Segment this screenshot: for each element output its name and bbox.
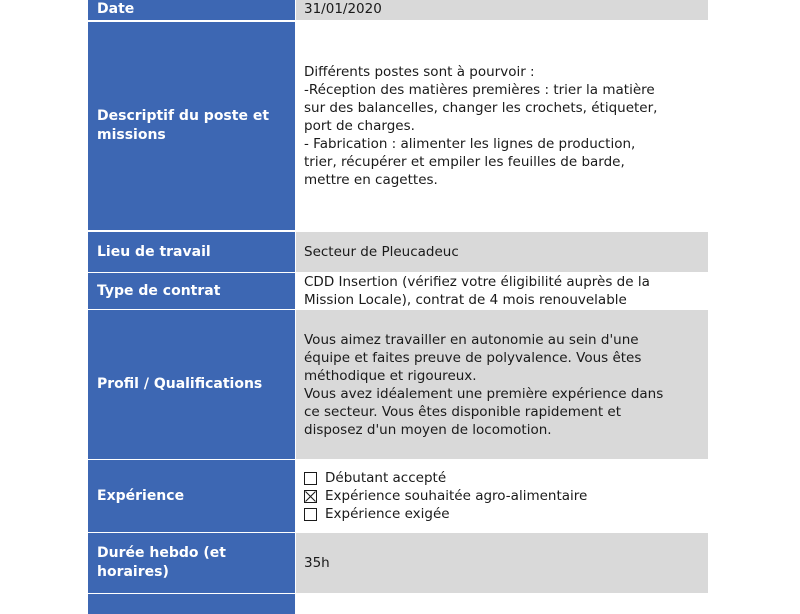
experience-option-agri-food[interactable] xyxy=(304,487,587,505)
checkbox-unchecked-icon[interactable] xyxy=(304,472,317,485)
experience-option-required[interactable] xyxy=(304,505,587,523)
value-experience xyxy=(296,460,708,532)
label-description: Descriptif du poste et missions xyxy=(88,22,295,230)
value-next xyxy=(296,594,708,614)
row-description xyxy=(88,22,708,230)
label-experience: Expérience xyxy=(88,460,295,532)
row-profile xyxy=(88,310,708,459)
value-profile xyxy=(296,310,708,459)
description-line: port de charges. xyxy=(304,118,415,134)
description-line: - Fabrication : alimenter les lignes de production, xyxy=(304,136,636,152)
description-line: trier, récupérer et empiler les feuilles de barde, xyxy=(304,154,625,170)
value-contract-type xyxy=(296,273,708,309)
weekly-hours-label-line: (et horaires) xyxy=(97,545,226,580)
contract-line: Mission Locale), contrat de 4 mois renouvelable xyxy=(304,292,627,308)
profile-line: Vous avez idéalement une première expérience dans xyxy=(304,385,664,402)
label-profile: Profil / Qualifications xyxy=(88,310,295,459)
description-line: sur des balancelles, changer les crochets, étiqueter, xyxy=(304,100,658,116)
description-line: Différents postes sont à pourvoir : xyxy=(304,64,535,80)
checkbox-checked-icon[interactable] xyxy=(304,490,317,503)
value-date: 31/01/2020 xyxy=(296,0,708,20)
row-next xyxy=(88,594,708,614)
description-line: mettre en cagettes. xyxy=(304,172,438,188)
label-contract-type: Type de contrat xyxy=(88,273,295,309)
contract-line: CDD Insertion (vérifiez votre éligibilité auprès de la xyxy=(304,274,650,290)
description-line: -Réception des matières premières : trier la matière xyxy=(304,82,655,98)
value-weekly-hours: 35h xyxy=(296,533,708,593)
label-weekly-hours xyxy=(88,533,295,593)
experience-option-label: Expérience souhaitée agro-alimentaire xyxy=(325,488,588,504)
profile-line: ce secteur. Vous êtes disponible rapidement et xyxy=(304,403,622,420)
experience-option-label: Expérience exigée xyxy=(325,506,450,522)
profile-line: méthodique et rigoureux. xyxy=(304,367,477,384)
value-workplace: Secteur de Pleucadeuc xyxy=(296,232,708,272)
experience-option-label: Débutant accepté xyxy=(325,470,447,486)
value-description xyxy=(296,22,708,230)
row-weekly-hours xyxy=(88,533,708,593)
weekly-hours-label-line: Durée hebdo xyxy=(97,545,199,561)
experience-option-beginner[interactable] xyxy=(304,469,587,487)
row-date xyxy=(88,0,708,20)
checkbox-unchecked-icon[interactable] xyxy=(304,508,317,521)
label-workplace: Lieu de travail xyxy=(88,232,295,272)
profile-line: disposez d'un moyen de locomotion. xyxy=(304,421,552,438)
row-experience xyxy=(88,460,708,532)
profile-line: équipe et faites preuve de polyvalence. Vous êtes xyxy=(304,349,642,366)
profile-line: Vous aimez travailler en autonomie au sein d'une xyxy=(304,331,639,348)
label-next xyxy=(88,594,295,614)
label-date: Date xyxy=(88,0,295,20)
row-workplace xyxy=(88,232,708,272)
row-contract-type xyxy=(88,273,708,309)
